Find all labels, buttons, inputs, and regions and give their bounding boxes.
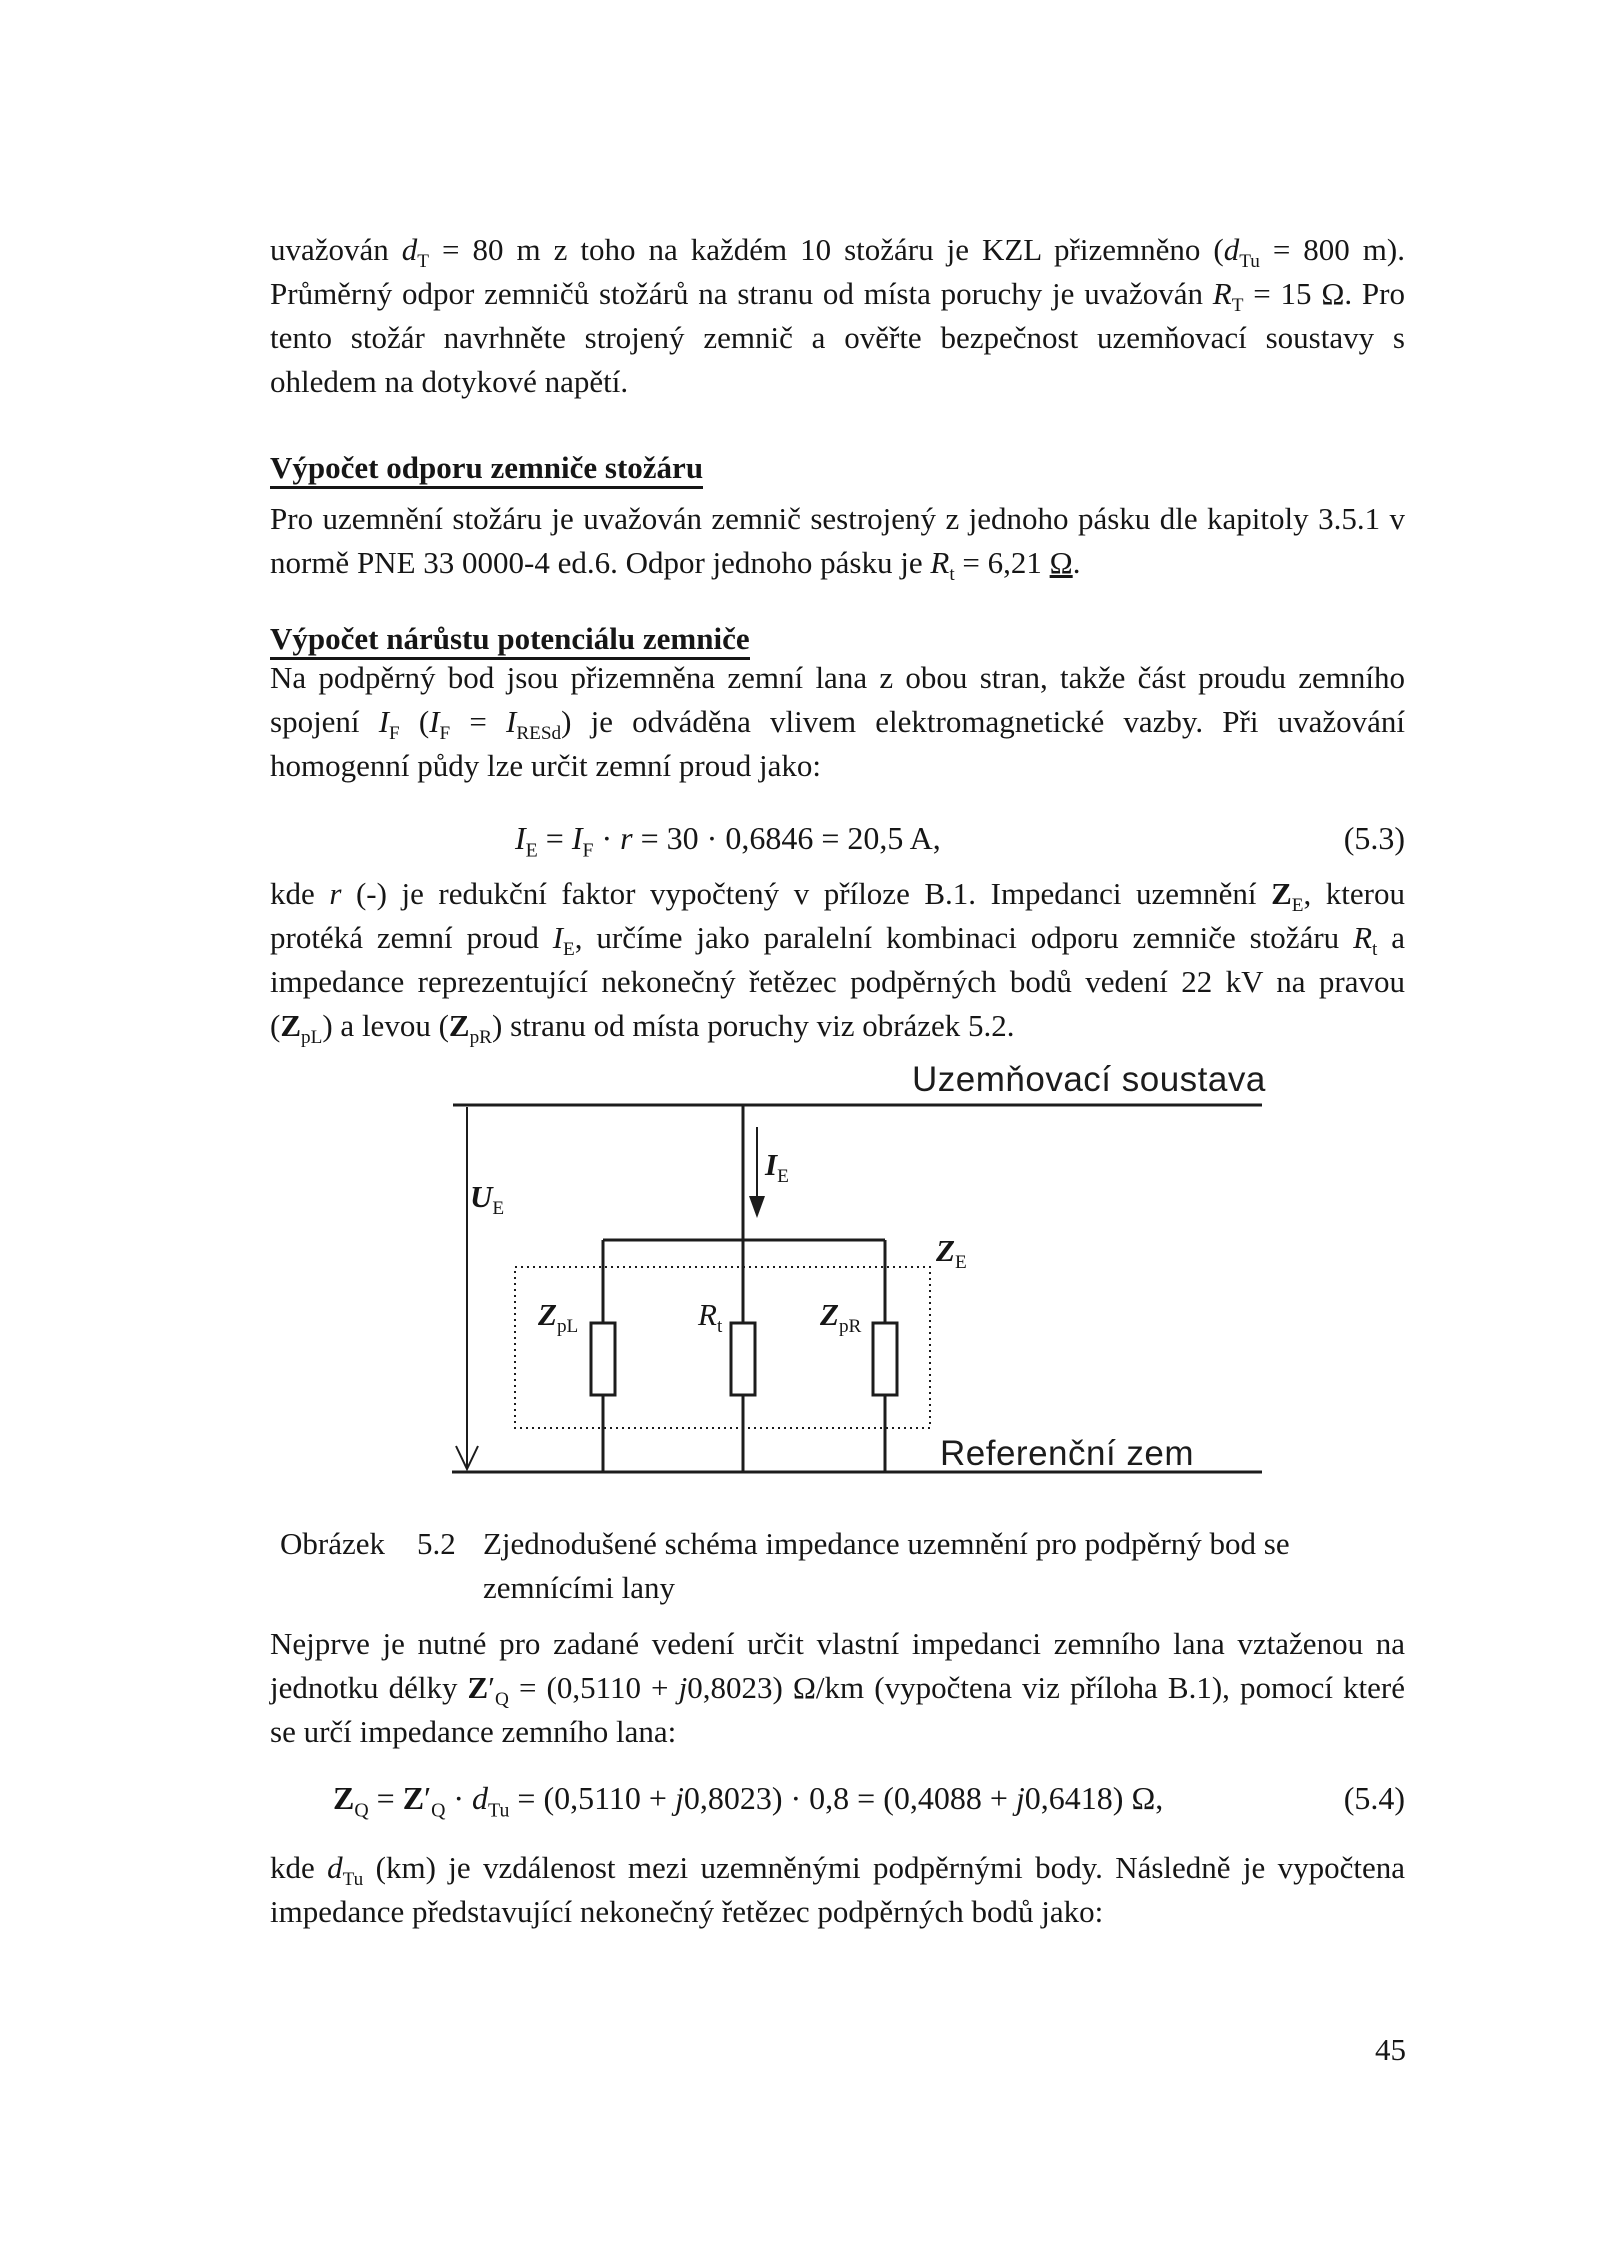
equation-5-3-number: (5.3) — [1343, 820, 1405, 856]
section-heading-resistance: Výpočet odporu zemniče stožáru — [270, 446, 1405, 490]
figure-caption-text: Zjednodušené schéma impedance uzemnění pro podpěrný bod se zemnícími lany — [483, 1526, 1290, 1605]
circuit-diagram — [450, 1058, 1265, 1478]
paragraph-chain-impedance: kde $d_{Tu}$ (km) je vzdálenost mezi uzemněnými podpěrnými body. Následně je vypočtena impedance představující nekonečný řetězec podpěrných bodů jako: — [270, 1850, 1405, 1929]
section-heading-potential-rise: Výpočet nárůstu potenciálu zemniče — [270, 617, 1405, 661]
resistor-rt — [731, 1323, 755, 1395]
equation-5-4 — [270, 1776, 1405, 1820]
reference-earth-label: Referenční zem — [940, 1434, 1195, 1473]
paragraph-unit-impedance: Nejprve je nutné pro zadané vedení určit vlastní impedanci zemního lana vztaženou na jednotku délky $Z'_Q = (0,5110 + j0,8023)$ Ω/km (vypočtena viz příloha B.1), pomocí které se určí impedance zemního lana: — [270, 1626, 1406, 1749]
ie-current-arrowhead — [749, 1196, 765, 1218]
paragraph-resistance: Pro uzemnění stožáru je uvažován zemnič sestrojený z jednoho pásku dle kapitoly 3.5.1 v normě PNE 33 0000-4 ed.6. Odpor jednoho pásku je $R_t = 6,21$ Ω. — [270, 501, 1405, 586]
paragraph-impedance: kde r (-) je redukční faktor vypočtený v příloze B.1. Impedanci uzemnění $Z_E$, kterou protéká zemní proud $I_E$, určíme jako paralelní kombinaci odporu zemniče stožáru $R_t$ a impedance reprezentující nekonečný řetězec podpěrných bodů vedení 22 kV na pravou $(Z_{pL})$ a levou $(Z_{pR})$ stranu od místa poruchy viz obrázek 5.2. — [270, 876, 1406, 1049]
figure-caption-label: Obrázek — [280, 1526, 385, 1561]
label-ue: $U_E$ — [470, 1179, 505, 1220]
page-number: 45 — [1375, 2032, 1406, 2067]
label-zpl: $Z_{pL}$ — [538, 1297, 579, 1338]
equation-5-3-formula: $I_E = I_F \cdot r = 30 \cdot 0,6846 = 20,5$ A, — [515, 820, 941, 862]
figure-5-2 — [450, 1058, 1265, 1478]
figure-caption-number: 5.2 — [417, 1526, 456, 1561]
figure-caption — [280, 1522, 1400, 1610]
resistor-zpl — [591, 1323, 615, 1395]
label-ie: $I_E$ — [765, 1147, 789, 1188]
grounding-system-label: Uzemňovací soustava — [912, 1060, 1266, 1099]
paragraph-ground-current: Na podpěrný bod jsou přizemněna zemní lana z obou stran, takže část proudu zemního spojení $I_F$ $(I_F = I_{RESd})$ je odváděna vlivem elektromagnetické vazby. Při uvažování homogenní půdy lze určit zemní proud jako: — [270, 660, 1405, 783]
label-rt: $R_t$ — [698, 1297, 723, 1338]
equation-5-3 — [270, 816, 1405, 860]
resistor-zpr — [873, 1323, 897, 1395]
paragraph-intro: uvažován $d_T = 80$ m z toho na každém 10 stožáru je KZL přizemněno ($d_{Tu} = 800$ m). Průměrný odpor zemničů stožárů na stranu od místa poruchy je uvažován $R_T = 15$ Ω. Pro tento stožár navrhněte strojený zemnič a ověřte bezpečnost uzemňovací soustavy s ohledem na dotykové napětí. — [270, 232, 1405, 399]
equation-5-4-formula: $Z_Q = Z'_Q \cdot d_{Tu} = (0,5110 + j0,8023) \cdot 0,8 = (0,4088 + j0,6418)$ Ω, — [333, 1780, 1164, 1822]
label-ze: $Z_E$ — [936, 1233, 967, 1274]
label-zpr: $Z_{pR}$ — [820, 1297, 862, 1338]
equation-5-4-number: (5.4) — [1343, 1780, 1405, 1816]
impedance-boundary-box — [515, 1267, 930, 1428]
